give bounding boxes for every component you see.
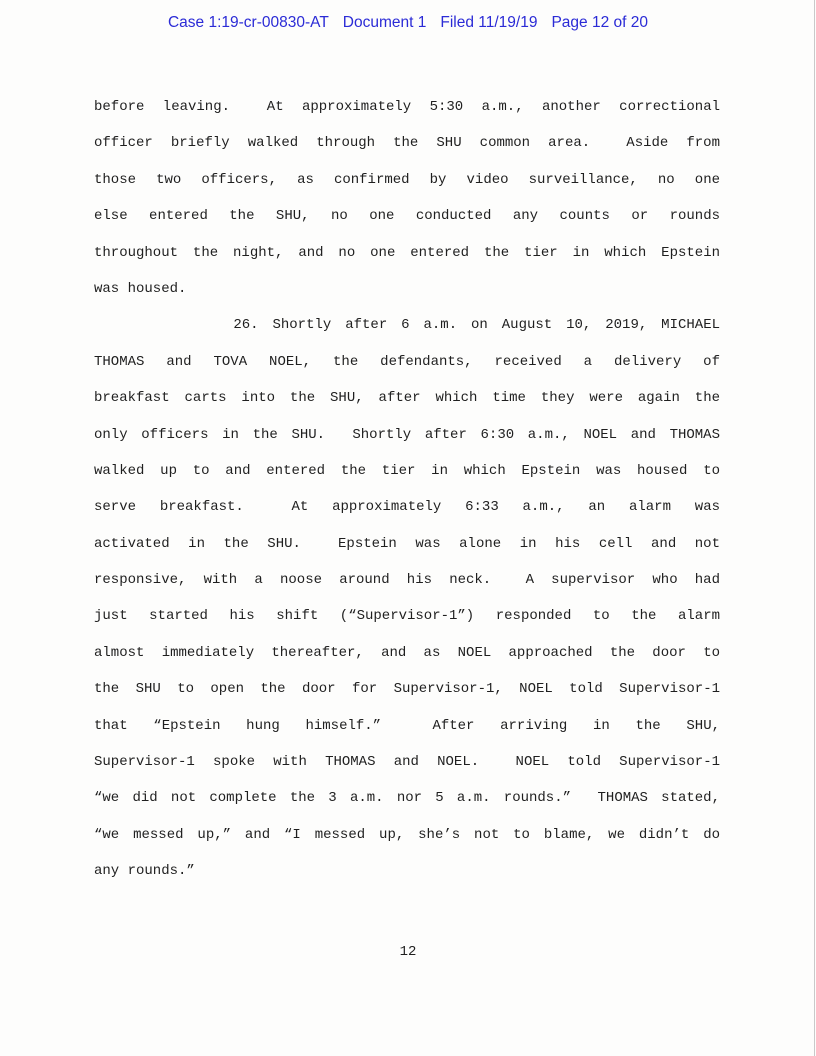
page-of-total: Page 12 of 20 xyxy=(551,14,648,31)
text-line: “we did not complete the 3 a.m. nor 5 a.m. rounds.” THOMAS stated, xyxy=(94,790,720,807)
text-line: breakfast carts into the SHU, after which time they were again the xyxy=(94,390,720,407)
text-line: else entered the SHU, no one conducted any counts or rounds xyxy=(94,208,720,225)
text-line: Supervisor-1 spoke with THOMAS and NOEL. NOEL told Supervisor-1 xyxy=(94,754,720,771)
text-line: throughout the night, and no one entered the tier in which Epstein xyxy=(94,244,720,261)
text-line: just started his shift (“Supervisor-1”) responded to the alarm xyxy=(94,608,720,625)
text-line: serve breakfast. At approximately 6:33 a.m., an alarm was xyxy=(94,499,720,516)
text-line: that “Epstein hung himself.” After arriving in the SHU, xyxy=(94,717,720,734)
text-line: 26. Shortly after 6 a.m. on August 10, 2019, MICHAEL xyxy=(94,317,720,334)
text-line: before leaving. At approximately 5:30 a.m., another correctional xyxy=(94,99,720,115)
filed-date: Filed 11/19/19 xyxy=(440,14,538,31)
text-line: activated in the SHU. Epstein was alone in his cell and not xyxy=(94,535,720,552)
text-line: only officers in the SHU. Shortly after 6:30 a.m., NOEL and THOMAS xyxy=(94,426,720,443)
document-number: Document 1 xyxy=(342,14,427,31)
text-line: THOMAS and TOVA NOEL, the defendants, received a delivery of xyxy=(94,353,720,370)
page-number: 12 xyxy=(399,944,417,960)
text-line: officer briefly walked through the SHU common area. Aside from xyxy=(94,135,720,152)
text-line: was housed. xyxy=(94,280,187,297)
text-line: any rounds.” xyxy=(94,863,195,880)
ecf-header xyxy=(0,14,816,32)
text-line: the SHU to open the door for Supervisor-1, NOEL told Supervisor-1 xyxy=(94,681,720,698)
text-line: those two officers, as confirmed by video surveillance, no one xyxy=(94,171,720,188)
body-text xyxy=(94,96,720,897)
text-line: almost immediately thereafter, and as NOEL approached the door to xyxy=(94,644,720,661)
text-line: walked up to and entered the tier in which Epstein was housed to xyxy=(94,462,720,479)
text-line: “we messed up,” and “I messed up, she’s not to blame, we didn’t do xyxy=(94,826,720,843)
scan-edge xyxy=(814,0,815,1056)
case-number: Case 1:19-cr-00830-AT xyxy=(167,14,329,31)
text-line: responsive, with a noose around his neck. A supervisor who had xyxy=(94,572,720,589)
